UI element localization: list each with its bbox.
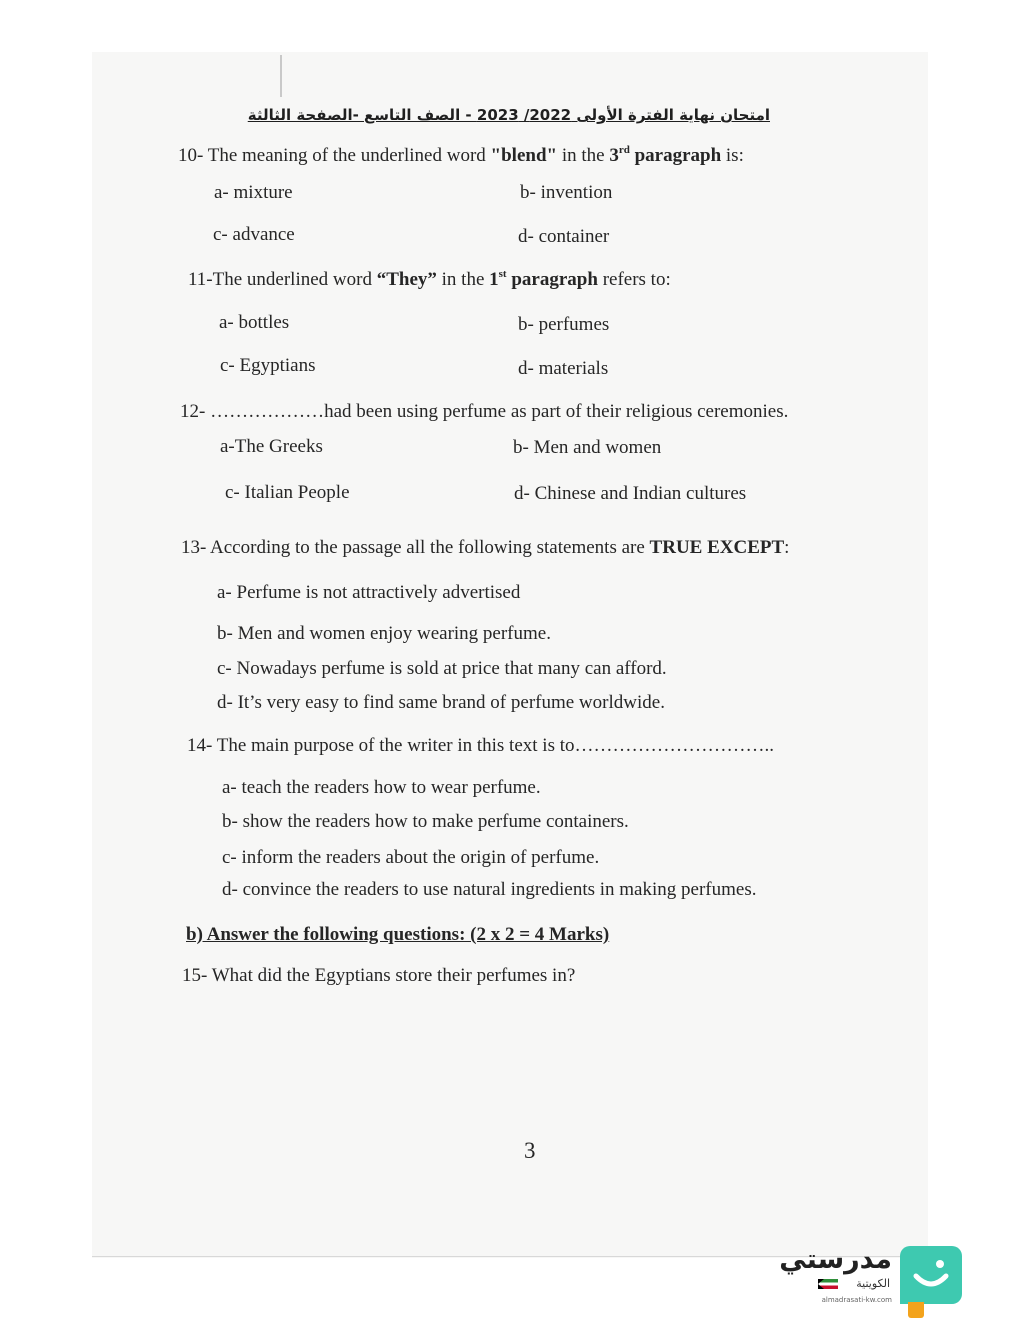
q11-option-d: d- materials bbox=[518, 358, 609, 379]
q12-option-c: c- Italian People bbox=[225, 482, 350, 503]
q11-num: 1 bbox=[489, 269, 499, 290]
logo-tab-icon bbox=[908, 1302, 924, 1318]
q14-option-d: d- convince the readers to use natural ingredients in making perfumes. bbox=[222, 879, 757, 900]
logo-name: مدرستي bbox=[779, 1244, 892, 1275]
q13-option-a: a- Perfume is not attractively advertised bbox=[217, 582, 521, 603]
madrasati-logo bbox=[779, 1244, 966, 1322]
section-b-heading: b) Answer the following questions: (2 x 2 = 4 Marks) bbox=[186, 924, 610, 945]
q11-mid: in the bbox=[436, 269, 490, 290]
q10-mid: in the bbox=[557, 145, 610, 166]
q11-option-a: a- bottles bbox=[219, 312, 290, 333]
question-12: 12- ………………had been using perfume as part of their religious ceremonies. bbox=[180, 401, 789, 422]
q10-word: "blend" bbox=[490, 145, 558, 166]
page-number: 3 bbox=[524, 1138, 536, 1163]
q11-word: “They” bbox=[376, 269, 437, 290]
logo-url: almadrasati-kw.com bbox=[821, 1296, 892, 1304]
q14-option-a: a- teach the readers how to wear perfume. bbox=[222, 777, 541, 798]
q10-option-b: b- invention bbox=[520, 182, 613, 203]
question-13 bbox=[181, 538, 789, 557]
q10-option-d: d- container bbox=[518, 226, 610, 247]
q13-prefix: 13- According to the passage all the following statements are bbox=[181, 537, 650, 558]
q10-paragraph: paragraph bbox=[629, 145, 722, 166]
question-14: 14- The main purpose of the writer in this text is to………………………….. bbox=[187, 735, 774, 756]
q13-end: : bbox=[784, 537, 790, 558]
q10-end: is: bbox=[721, 145, 744, 166]
q13-option-d: d- It’s very easy to find same brand of perfume worldwide. bbox=[217, 692, 665, 713]
q11-prefix: 11-The underlined word bbox=[188, 269, 377, 290]
question-10 bbox=[178, 146, 744, 165]
q12-option-b: b- Men and women bbox=[513, 437, 662, 458]
paper-crease bbox=[280, 55, 282, 97]
q11-sup: st bbox=[498, 268, 507, 280]
q11-paragraph: paragraph bbox=[506, 269, 598, 290]
q11-option-c: c- Egyptians bbox=[220, 355, 316, 376]
q13-option-c: c- Nowadays perfume is sold at price that many can afford. bbox=[217, 658, 667, 679]
q10-sup: rd bbox=[618, 144, 630, 156]
q13-emphasis: TRUE EXCEPT bbox=[649, 537, 785, 558]
q13-option-b: b- Men and women enjoy wearing perfume. bbox=[217, 623, 551, 644]
q10-option-a: a- mixture bbox=[214, 182, 293, 203]
q10-option-c: c- advance bbox=[213, 224, 295, 245]
q12-option-a: a-The Greeks bbox=[220, 436, 323, 457]
q11-option-b: b- perfumes bbox=[518, 314, 610, 335]
question-11 bbox=[188, 270, 671, 289]
q10-prefix: 10- The meaning of the underlined word bbox=[178, 145, 491, 166]
logo-smile-icon bbox=[900, 1246, 962, 1304]
page-header: امتحان نهاية الفترة الأولى 2022/ 2023 - الصف التاسع -الصفحة الثالثة bbox=[247, 106, 770, 124]
logo-subtitle: الكويتية bbox=[856, 1277, 890, 1290]
q10-num: 3 bbox=[609, 145, 619, 166]
q12-option-d: d- Chinese and Indian cultures bbox=[514, 483, 747, 504]
q14-option-b: b- show the readers how to make perfume containers. bbox=[222, 811, 629, 832]
question-15: 15- What did the Egyptians store their perfumes in? bbox=[182, 965, 576, 986]
q11-end: refers to: bbox=[597, 269, 671, 290]
q14-option-c: c- inform the readers about the origin of perfume. bbox=[222, 847, 600, 868]
